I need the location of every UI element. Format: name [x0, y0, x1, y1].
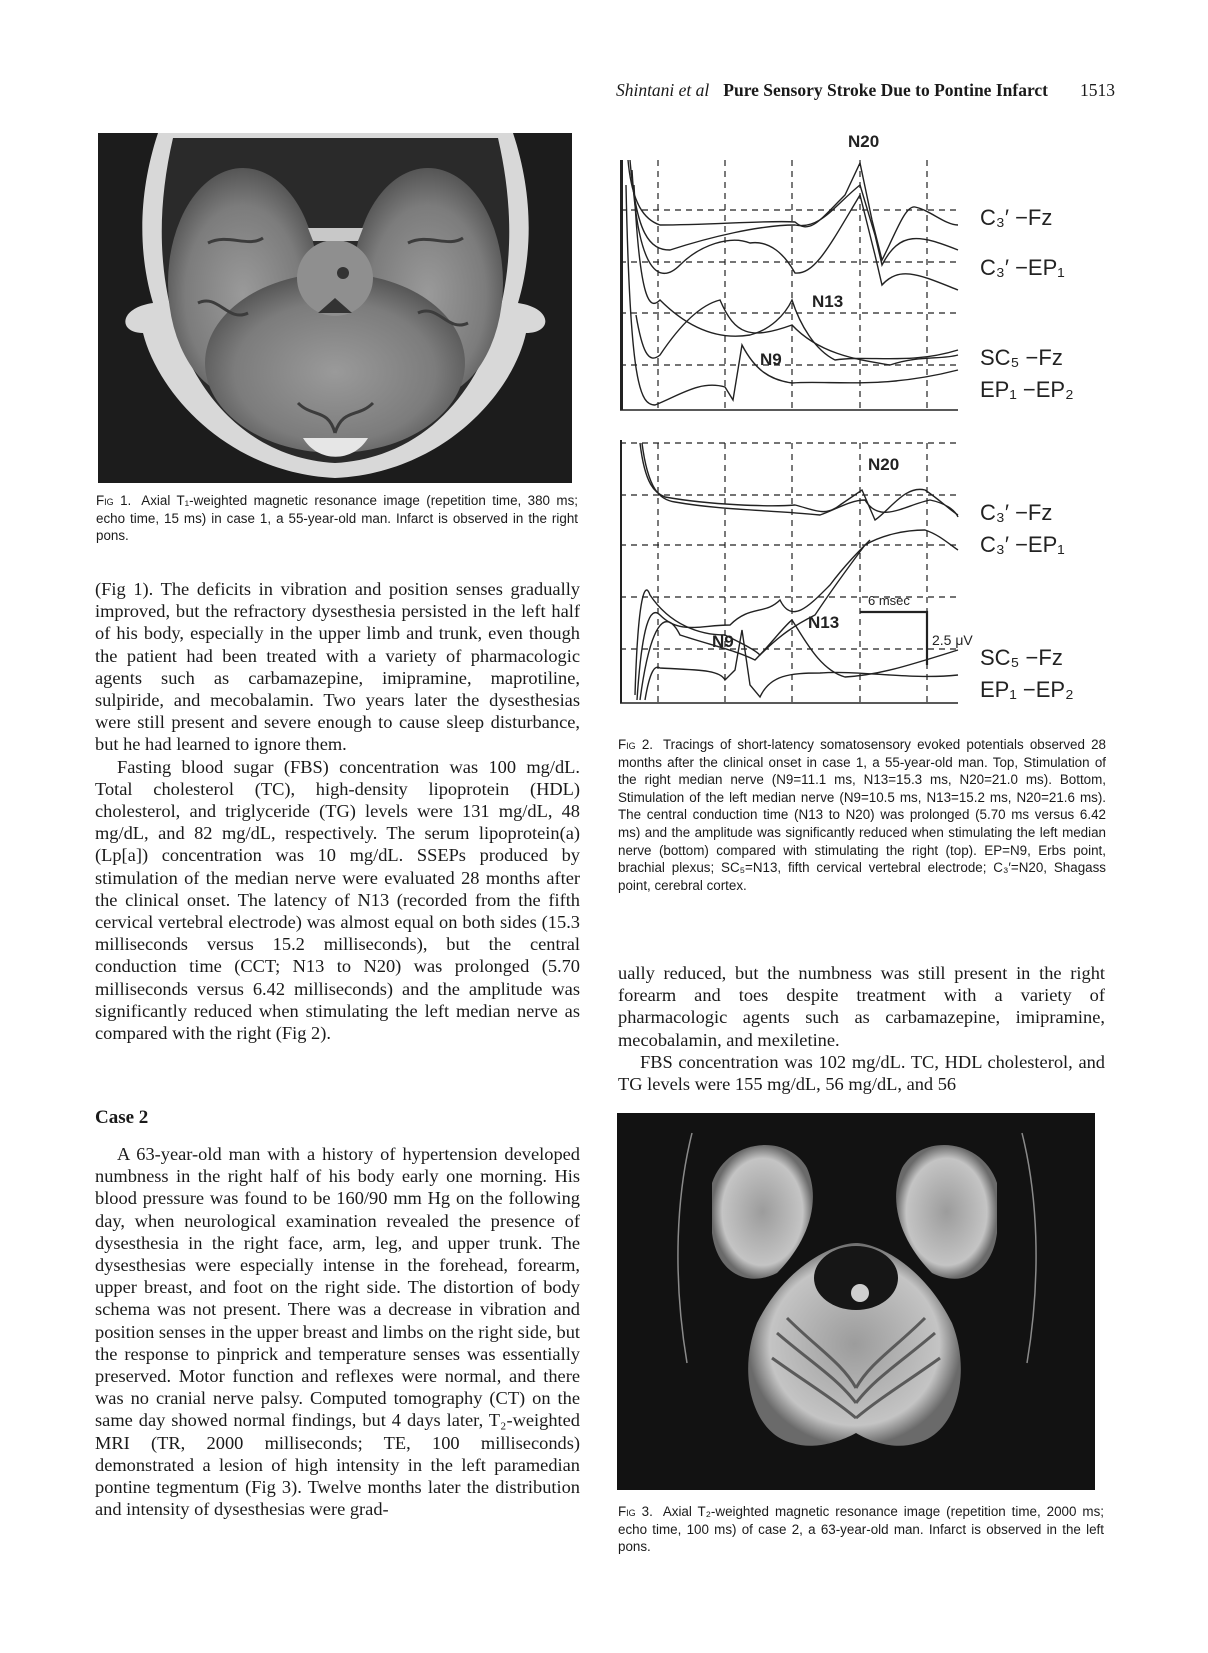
paragraph: ually reduced, but the numbness was still present in the right forearm and toes despite treatment with a variety of pharmacologic agents such as carbamazepine, imipramine, mecobalamin, and mexiletine. — [618, 963, 1105, 1050]
top-panel-grid — [620, 160, 958, 410]
mri-brain-t1-illustration — [98, 133, 572, 483]
mri-brain-t2-illustration — [617, 1113, 1095, 1490]
figure-1-label: Fig 1. — [96, 493, 132, 508]
figure-3-label: Fig 3. — [618, 1504, 653, 1519]
bottom-trace-label-sc5-fz: SC₅ −Fz — [980, 645, 1063, 670]
running-head-title: Pure Sensory Stroke Due to Pontine Infarct — [723, 80, 1048, 100]
figure-1-mri-image — [98, 133, 572, 483]
bottom-trace-label-ep1-ep2: EP₁ −EP₂ — [980, 677, 1074, 702]
scale-time-label: 6 msec — [868, 593, 910, 608]
paragraph: FBS concentration was 102 mg/dL. TC, HDL cholesterol, and TG levels were 155 mg/dL, 56 mg/dL, and 56 — [618, 1051, 1105, 1095]
running-head — [540, 80, 1115, 106]
bottom-n9-label: N9 — [712, 632, 734, 651]
figure-2-ssep-tracings — [620, 125, 1115, 725]
bottom-panel-grid — [620, 440, 958, 703]
figure-3-mri-image — [617, 1113, 1095, 1490]
section-heading-case-2: Case 2 — [95, 1107, 149, 1128]
case-2-text — [95, 1143, 580, 1520]
bottom-trace-label-c3-fz: C₃′ −Fz — [980, 500, 1053, 525]
scale-bar — [860, 612, 927, 665]
page-number: 1513 — [1080, 80, 1115, 100]
scale-amplitude-label: 2.5 μV — [932, 632, 973, 648]
bottom-n13-label: N13 — [808, 613, 840, 632]
paragraph: Fasting blood sugar (FBS) concentration was 100 mg/dL. Total cholesterol (TC), high-density lipoprotein (HDL) cholesterol, and triglyceride (TG) levels were 131 mg/dL, 48 mg/dL, and 82 mg/dL, respectively. The serum lipoprotein(a) (Lp[a]) concentration was 10 mg/dL. SSEPs produced by stimulation of the median nerve were evaluated 28 months after the clinical onset. The latency of N13 (recorded from the fifth cervical vertebral electrode) was almost equal on both sides (15.3 milliseconds versus 15.2 milliseconds), but the central conduction time (CCT; N13 to N20) was prolonged (5.70 milliseconds versus 6.42 milliseconds) and the amplitude was significantly reduced when stimulating the left median nerve as compared with the right (Fig 2). — [95, 756, 580, 1044]
top-n9-label: N9 — [760, 350, 782, 369]
top-trace-label-ep1-ep2: EP₁ −EP₂ — [980, 377, 1074, 402]
figure-3-caption — [618, 1503, 1104, 1556]
figure-2-caption — [618, 736, 1106, 894]
figure-1-caption — [96, 492, 578, 545]
bottom-trace-label-c3-ep1: C₃′ −EP₁ — [980, 532, 1065, 557]
top-trace-label-c3-ep1: C₃′ −EP₁ — [980, 255, 1065, 280]
figure-3-caption-text: Axial T₂-weighted magnetic resonance image (repetition time, 2000 ms; echo time, 100 ms) of case 2, a 63-year-old man. Infarct is observed in the left pons. — [618, 1504, 1104, 1555]
top-trace-label-sc5-fz: SC₅ −Fz — [980, 345, 1063, 370]
top-n13-label: N13 — [812, 292, 844, 311]
bottom-panel-traces — [635, 443, 958, 700]
top-trace-label-c3-fz: C₃′ −Fz — [980, 205, 1053, 230]
left-column-text — [95, 578, 580, 1044]
figure-2-label: Fig 2. — [618, 737, 653, 752]
figure-2-caption-text: Tracings of short-latency somatosensory evoked potentials observed 28 months after the clinical onset in case 1, a 55-year-old man. Top, Stimulation of the right median nerve (N9=11.1 ms, N13=15.3 ms, N20=21.0 ms). Bottom, Stimulation of the left median nerve (N9=10.5 ms, N13=15.2 ms, N20=21.6 ms). The central conduction time (N13 to N20) was prolonged (5.70 ms versus 6.42 ms) and the amplitude was significantly reduced when stimulating the left median nerve (bottom) compared with stimulating the right (top). EP=N9, Erbs point, brachial plexus; SC₅=N13, fifth cervical vertebral electrode; C₃′=N20, Shagass point, cerebral cortex. — [618, 737, 1106, 893]
running-head-authors: Shintani et al — [615, 80, 710, 100]
ssep-tracing-diagram — [620, 125, 1115, 725]
figure-1-caption-text: Axial T₁-weighted magnetic resonance image (repetition time, 380 ms; echo time, 15 ms) in case 1, a 55-year-old man. Infarct is observed in the right pons. — [96, 493, 578, 544]
bottom-n20-label: N20 — [868, 455, 900, 474]
paragraph: A 63-year-old man with a history of hypertension developed numbness in the right half of his body early one morning. His blood pressure was found to be 160/90 mm Hg on the following day, when neurological examination revealed the presence of dysesthesia in the right face, arm, leg, and upper trunk. The dysesthesias were especially intense in the forehead, forearm, upper breast, and foot on the right side. The distortion of body schema was not present. There was a decrease in vibration and position senses in the upper breast and limbs on the right side, but the response to pinprick and temperature senses was essentially preserved. Motor function and reflexes were normal, and there was no cranial nerve palsy. Computed tomography (CT) on the same day showed normal findings, but 4 days later, T₂-weighted MRI (TR, 2000 milliseconds; TE, 100 milliseconds) demonstrated a lesion of high intensity in the left paramedian pontine tegmentum (Fig 3). Twelve months later the distribution and intensity of dysesthesias were grad- — [95, 1144, 580, 1520]
paragraph: (Fig 1). The deficits in vibration and position senses gradually improved, but the refractory dysesthesia persisted in the left half of his body, especially in the upper limb and trunk, even though the patient had been treated with a variety of pharmacologic agents such as carbamazepine, imipramine, maprotiline, sulpiride, and mecobalamin. Two years later the dysesthesias were still present and severe enough to cause sleep disturbance, but he had learned to ignore them. — [95, 579, 580, 755]
right-column-text — [618, 962, 1105, 1095]
top-n20-label: N20 — [848, 132, 880, 151]
